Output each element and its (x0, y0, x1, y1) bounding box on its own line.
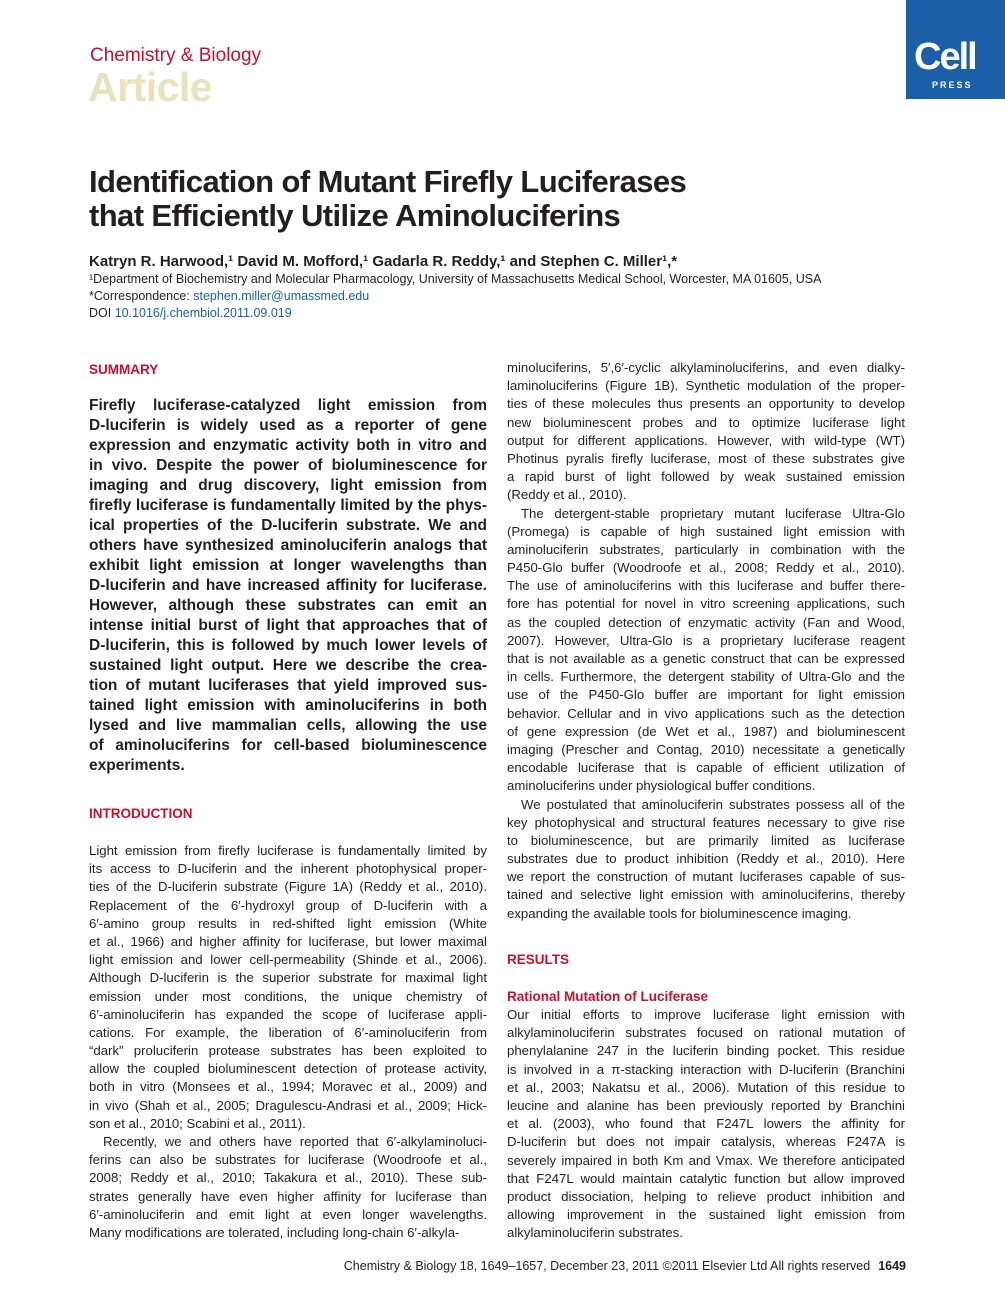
logo-word: Cell (914, 36, 976, 78)
text-line: D-luciferin but does not impair catalysis, whereas F247A is (507, 1134, 905, 1150)
text-line: The use of aminoluciferins with this luciferase and buffer there- (507, 578, 905, 594)
summary-line: experiments. (89, 757, 185, 774)
summary-line: Firefly luciferase-catalyzed light emission from (89, 397, 487, 414)
text-line: ferins can also be substrates for luciferase (Woodroofe et al., (89, 1152, 487, 1168)
text-line: minoluciferins, 5′,6′-cyclic alkylaminoluciferins, and even dialky- (507, 360, 905, 375)
text-line: strates generally have even higher affinity for luciferase than (89, 1188, 487, 1204)
page-footer (300, 1259, 906, 1273)
text-line: ties of the D-luciferin substrate (Figure 1A) (Reddy et al., 2010). (89, 879, 487, 895)
introduction-text (89, 842, 487, 1242)
results-heading: RESULTS (507, 952, 570, 967)
text-line: use of the P450-Glo buffer are important for light emission (507, 687, 905, 703)
text-line: emission under most conditions, the unique chemistry of (89, 988, 487, 1004)
summary-line: others have synthesized aminoluciferin analogs that (89, 537, 487, 554)
summary-line: However, although these substrates can emit an (89, 597, 487, 614)
text-line: allowing improvement in the sustained light emission from (507, 1207, 905, 1223)
text-line: aminoluciferins under physiological buffer conditions. (507, 778, 816, 794)
text-line: son et al., 2010; Scabini et al., 2011). (89, 1115, 306, 1131)
text-line: 2008; Reddy et al., 2010; Takakura et al., 2010). These sub- (89, 1170, 487, 1186)
text-line: (Promega) is capable of high sustained light emission with (507, 523, 905, 539)
text-line: Light emission from firefly luciferase is fundamentally limited by (89, 843, 487, 858)
article-title (89, 165, 889, 233)
summary-line: exhibit light emission at longer wavelengths than (89, 557, 487, 574)
journal-name: Chemistry & Biology (90, 45, 262, 66)
right-column-text (507, 359, 905, 923)
text-line: in cells. Furthermore, the detergent stability of Ultra-Glo and the (507, 669, 905, 685)
text-line: to bioluminescence, but are primarily limited as luciferase (507, 832, 905, 848)
text-line: phenylalanine 247 in the luciferin binding pocket. This residue (507, 1043, 905, 1059)
text-line: Photinus pyralis firefly luciferase, most of these substrates give (507, 450, 905, 466)
text-line: substrates due to product inhibition (Reddy et al., 2010). Here (507, 851, 905, 867)
text-line: et al., 2003; Nakatsu et al., 2006). Mutation of this residue to (507, 1079, 905, 1095)
text-line: The detergent-stable proprietary mutant luciferase Ultra-Glo (521, 505, 905, 521)
summary-line: D-luciferin, this is followed by much lower levels of (89, 637, 487, 654)
text-line: 6′-aminoluciferin and emit light at even longer wavelengths. (89, 1206, 487, 1222)
text-line: key photophysical and structural features necessary to give rise (507, 814, 905, 830)
summary-line: in vivo. Despite the power of bioluminescence for (89, 457, 487, 474)
text-line: fore has potential for novel in vitro screening applications, such (507, 596, 905, 612)
title-line: Identification of Mutant Firefly Luciferases (89, 164, 687, 199)
summary-line: intense initial burst of light that approaches that of (89, 617, 487, 634)
summary-line: lysed and live mammalian cells, allowing the use (89, 717, 487, 734)
summary-heading: SUMMARY (89, 362, 159, 377)
text-line: output for different applications. However, with wild-type (WT) (507, 432, 905, 448)
text-line: alkylaminoluciferin substrates. (507, 1225, 683, 1241)
text-line: ties of these molecules thus presents an opportunity to develop (507, 396, 905, 412)
summary-line: sustained light output. Here we describe the crea- (89, 657, 487, 674)
author-list: Katryn R. Harwood,¹ David M. Mofford,¹ Gadarla R. Reddy,¹ and Stephen C. Miller¹,* (89, 253, 678, 270)
doi-label: DOI (89, 306, 115, 320)
text-line: aminoluciferin substrates, particularly in combination with the (507, 541, 905, 557)
text-line: et al., 1966) and higher affinity for luciferase, but lower maximal (89, 933, 487, 949)
summary-line: D-luciferin is widely used as a reporter of gene (89, 417, 487, 434)
summary-line: firefly luciferase is fundamentally limited by the phys- (89, 497, 487, 514)
affiliation: ¹Department of Biochemistry and Molecular Pharmacology, University of Massachusetts Medical School, Worcester, MA 01605, USA (89, 272, 822, 286)
introduction-heading: INTRODUCTION (89, 806, 193, 821)
text-line: imaging (Prescher and Contag, 2010) necessitate a genetically (507, 741, 905, 757)
summary-line: imaging and drug discovery, light emission from (89, 477, 487, 494)
text-line: et al. (2003), who found that F247L lowers the affinity for (507, 1116, 905, 1132)
text-line: 6′-amino group results in red-shifted light emission (White (89, 915, 487, 931)
results-text (507, 1006, 905, 1242)
logo-press: PRESS (932, 80, 973, 90)
text-line: product dissociation, helping to relieve product inhibition and (507, 1188, 905, 1204)
cell-press-logo (906, 0, 1005, 99)
text-line: both in vitro (Monsees et al., 1994; Moravec et al., 2009) and (89, 1079, 487, 1095)
results-subheading: Rational Mutation of Luciferase (507, 989, 709, 1004)
text-line: its access to D-luciferin and the inherent photophysical proper- (89, 861, 487, 877)
correspondence-label: *Correspondence: (89, 289, 194, 303)
text-line: Although D-luciferin is the superior substrate for maximal light (89, 970, 487, 986)
summary-line: expression and enzymatic activity both in vitro and (89, 437, 487, 454)
text-line: 6′-aminoluciferin has expanded the scope of luciferase appli- (89, 1006, 487, 1022)
text-line: we report the construction of mutant luciferases capable of sus- (507, 869, 905, 885)
text-line: allow the coupled bioluminescent detection of protease activity, (89, 1061, 487, 1077)
title-line: that Efficiently Utilize Aminoluciferins (89, 198, 621, 233)
page-number: 1649 (878, 1259, 906, 1273)
text-line: tained and selective light emission with aminoluciferins, thereby (507, 887, 905, 903)
text-line: encodable luciferase that is capable of efficient utilization of (507, 760, 905, 776)
text-line: new bioluminescent probes and to optimize luciferase light (507, 414, 905, 430)
text-line: of gene expression (de Wet et al., 1987) and bioluminescent (507, 723, 905, 739)
text-line: as the coupled detection of enzymatic activity (Fan and Wood, (507, 614, 905, 630)
summary-text (89, 396, 487, 776)
text-line: We postulated that aminoluciferin substrates possess all of the (521, 796, 905, 812)
text-line: that F247L would maintain catalytic function but allow improved (507, 1170, 905, 1186)
summary-line: tained light emission with aminoluciferins in both (89, 697, 487, 714)
article-type-label: Article (88, 64, 213, 110)
summary-line: of aminoluciferins for cell-based bioluminescence (89, 737, 487, 754)
text-line: behavior. Cellular and in vivo applications such as the detection (507, 705, 905, 721)
text-line: “dark” proluciferin protease substrates has been exploited to (89, 1043, 487, 1059)
text-line: P450-Glo buffer (Woodroofe et al., 2008; Reddy et al., 2010). (507, 560, 905, 576)
correspondence (89, 289, 369, 303)
summary-line: ical properties of the D-luciferin substrate. We and (89, 517, 487, 534)
doi-line (89, 306, 292, 320)
doi-link[interactable]: 10.1016/j.chembiol.2011.09.019 (114, 306, 292, 320)
text-line: cations. For example, the liberation of 6′-aminoluciferin from (89, 1024, 487, 1040)
text-line: (Reddy et al., 2010). (507, 487, 627, 503)
footer-citation: Chemistry & Biology 18, 1649–1657, December 23, 2011 ©2011 Elsevier Ltd All rights reserved (343, 1259, 871, 1273)
text-line: Many modifications are tolerated, including long-chain 6′-alkyla- (89, 1224, 460, 1240)
summary-line: tion of mutant luciferases that yield improved sus- (89, 677, 487, 694)
text-line: a rapid burst of light followed by weak sustained emission (507, 469, 905, 485)
summary-line: D-luciferin and have increased affinity for luciferase. (89, 577, 487, 594)
text-line: light emission and lower cell-permeability (Shinde et al., 2006). (89, 952, 487, 968)
text-line: Replacement of the 6′-hydroxyl group of D-luciferin with a (89, 897, 487, 913)
text-line: leucine and alanine has been previously reported by Branchini (507, 1097, 905, 1113)
text-line: laminoluciferins (Figure 1B). Synthetic modulation of the proper- (507, 378, 905, 394)
text-line: Recently, we and others have reported that 6′-alkylaminoluci- (103, 1134, 487, 1149)
text-line: expanding the available tools for bioluminescence imaging. (507, 905, 852, 921)
text-line: Our initial efforts to improve luciferase light emission with (507, 1007, 905, 1022)
text-line: is involved in a π-stacking interaction with D-luciferin (Branchini (507, 1061, 905, 1077)
correspondence-email-link[interactable]: stephen.miller@umassmed.edu (193, 289, 370, 303)
text-line: in vivo (Shah et al., 2005; Dragulescu-Andrasi et al., 2009; Hick- (89, 1097, 487, 1113)
text-line: that is not available as a genetic construct that can be expressed (507, 651, 905, 666)
text-line: severely impaired in both Km and Vmax. We therefore anticipated (507, 1152, 905, 1168)
text-line: 2007). However, Ultra-Glo is a proprietary luciferase reagent (507, 632, 905, 648)
text-line: alkylaminoluciferin substrates focused on rational mutation of (507, 1025, 905, 1041)
